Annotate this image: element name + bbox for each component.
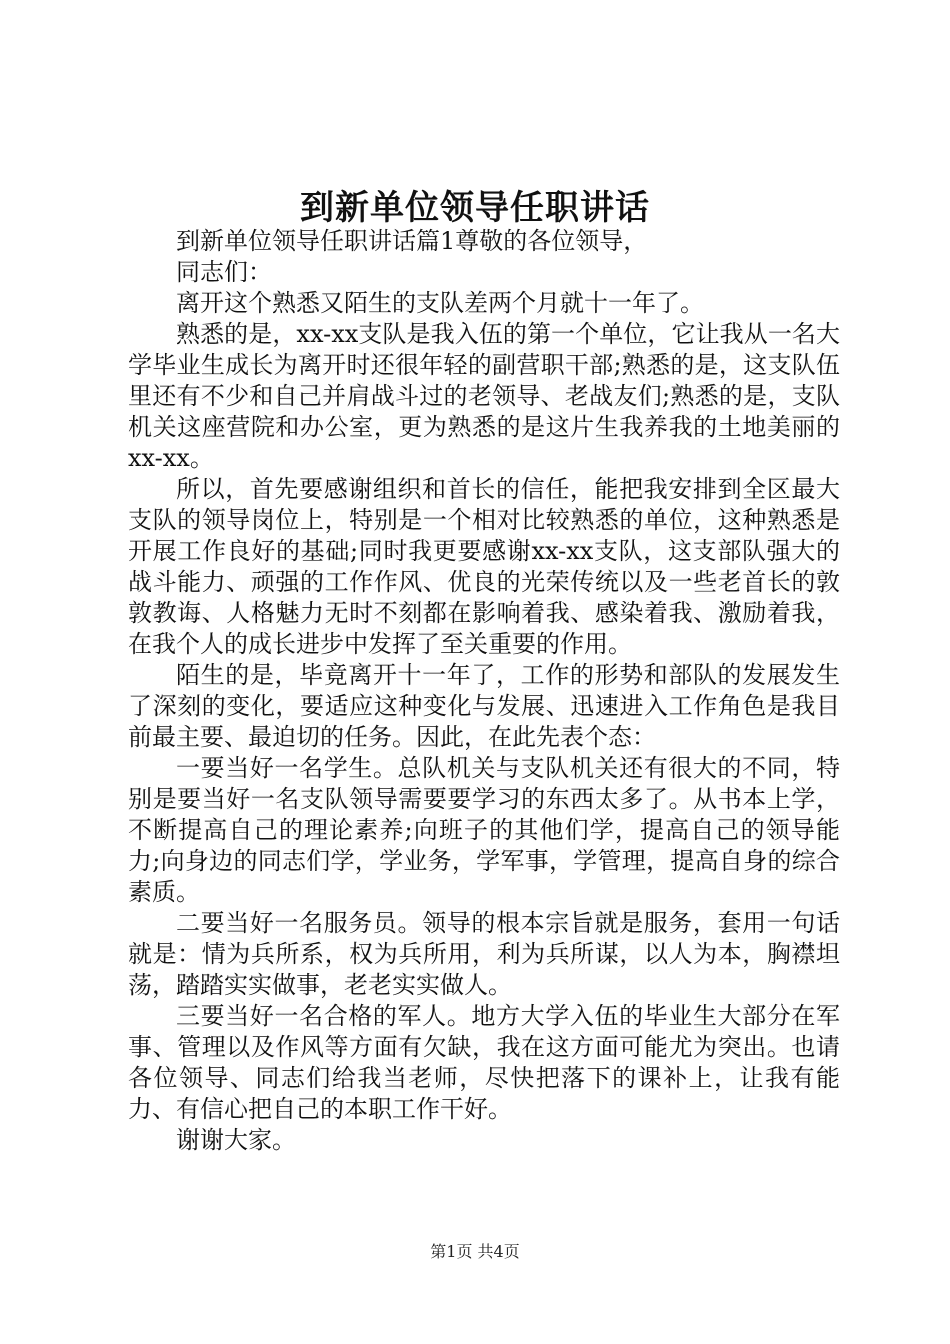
page-footer: 第1页 共4页 (430, 1242, 520, 1261)
paragraph: 到新单位领导任职讲话篇1尊敬的各位领导， (176, 227, 648, 255)
paragraph: 三要当好一名合格的军人。地方大学入伍的毕业生大部分在军事、管理以及作风等方面有欠缺，我在这方面可能尤为突出。也请各位领导、同志们给我当老师，尽快把落下的课补上，让我有能力、有信心把自己的本职工作干好。 (128, 1002, 840, 1123)
paragraph: 谢谢大家。 (176, 1126, 296, 1154)
paragraph: 所以，首先要感谢组织和首长的信任，能把我安排到全区最大支队的领导岗位上，特别是一个相对比较熟悉的单位，这种熟悉是开展工作良好的基础;同时我更要感谢xx-xx支队，这支部队强大的战斗能力、顽强的工作作风、优良的光荣传统以及一些老首长的敦敦教诲、人格魅力无时不刻都在影响着我、感染着我、激励着我，在我个人的成长进步中发挥了至关重要的作用。 (128, 475, 840, 658)
paragraph: 离开这个熟悉又陌生的支队差两个月就十一年了。 (176, 289, 704, 317)
paragraph: 同志们： (176, 258, 272, 286)
paragraph: 一要当好一名学生。总队机关与支队机关还有很大的不同，特别是要当好一名支队领导需要要学习的东西太多了。从书本上学，不断提高自己的理论素养;向班子的其他们学，提高自己的领导能力;向身边的同志们学，学业务，学军事，学管理，提高自身的综合素质。 (128, 754, 840, 906)
paragraph: 二要当好一名服务员。领导的根本宗旨就是服务，套用一句话就是：情为兵所系，权为兵所用，利为兵所谋，以人为本，胸襟坦荡，踏踏实实做事，老老实实做人。 (128, 909, 840, 999)
paragraph: 陌生的是，毕竟离开十一年了，工作的形势和部队的发展发生了深刻的变化，要适应这种变化与发展、迅速进入工作角色是我目前最主要、最迫切的任务。因此，在此先表个态： (128, 661, 840, 751)
document-title: 到新单位领导任职讲话 (300, 188, 650, 228)
document-body (128, 226, 840, 1156)
paragraph: 熟悉的是，xx-xx支队是我入伍的第一个单位，它让我从一名大学毕业生成长为离开时还很年轻的副营职干部;熟悉的是，这支队伍里还有不少和自己并肩战斗过的老领导、老战友们;熟悉的是，支队机关这座营院和办公室，更为熟悉的是这片生我养我的土地美丽的xx-xx。 (128, 320, 840, 472)
